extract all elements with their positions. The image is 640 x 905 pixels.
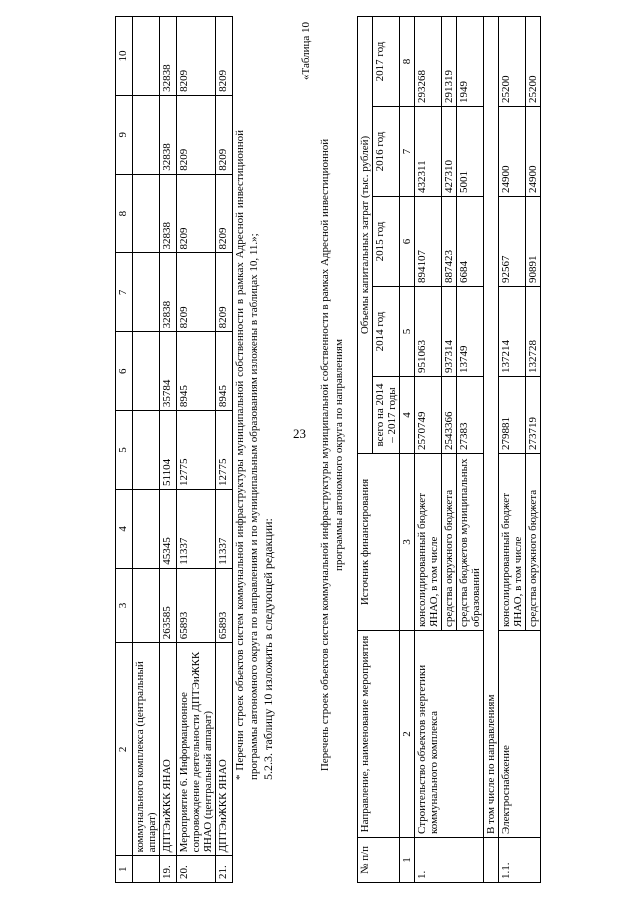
main-table (357, 16, 541, 883)
header-cell: 1 (116, 856, 133, 883)
cell: 27383 (457, 377, 484, 454)
cell: 92567 (499, 197, 526, 287)
cell: 24900 (499, 107, 526, 197)
cell: 8209 (216, 95, 233, 174)
cell: 427310 (442, 107, 457, 197)
cell: 937314 (442, 287, 457, 377)
cell (133, 332, 160, 411)
header-direction: Направление, наименование мероприятия (358, 631, 400, 838)
cell: 8209 (216, 17, 233, 96)
cell: 8209 (216, 253, 233, 332)
header-num: № п/п (358, 838, 400, 883)
cell: 65893 (216, 568, 233, 643)
source-cell: средства окружного бюджета (526, 454, 541, 631)
cell: 2543366 (442, 377, 457, 454)
cell: 12775 (177, 411, 216, 490)
cell: 35784 (160, 332, 177, 411)
col-number: 3 (400, 454, 415, 631)
footnote: * Перечни строек объектов систем коммунальной инфраструктуры муниципальной собственности в рамках Адресной инвестиционной программы автономного округа по направлениям и по муниципальным образованиям изложены в таблицах 10, 11.»; (234, 130, 260, 780)
row-name: коммунального комплекса (центральный аппарат) (133, 643, 160, 856)
cell: 12775 (216, 411, 233, 490)
col-number: 6 (400, 197, 415, 287)
cell: 32838 (160, 95, 177, 174)
cell: 8945 (216, 332, 233, 411)
col-number: 1 (400, 838, 415, 883)
table-caption: Перечень строек объектов систем коммунальной инфраструктуры муниципальной собственности в рамках Адресной инвестиционной программы автономного округа по направлениям (319, 138, 345, 772)
cell: 32838 (160, 17, 177, 96)
header-year: 2015 год (373, 197, 400, 287)
header-year: 2017 год (373, 17, 400, 107)
cell (133, 411, 160, 490)
cell: 279881 (499, 377, 526, 454)
cell (133, 568, 160, 643)
cell: 894107 (415, 197, 442, 287)
cell: 263585 (160, 568, 177, 643)
cell: 25200 (499, 17, 526, 107)
cell: 8945 (177, 332, 216, 411)
cell: 51104 (160, 411, 177, 490)
source-cell: средства окружного бюджета (442, 454, 457, 631)
table-row (160, 17, 177, 883)
cell: 90891 (526, 197, 541, 287)
source-cell: консолидированный бюджет ЯНАО, в том числе (415, 454, 442, 631)
cell: 65893 (177, 568, 216, 643)
header-volumes: Объемы капитальных затрат (тыс. рублей) (358, 17, 373, 454)
column-number-row (400, 17, 415, 883)
cell: 291319 (442, 17, 457, 107)
table-row (133, 17, 160, 883)
cell (133, 253, 160, 332)
section-label: В том числе по направлениям (484, 17, 499, 838)
col-number: 5 (400, 287, 415, 377)
cell: 11337 (216, 489, 233, 568)
cell: 8209 (177, 174, 216, 253)
table-row (177, 17, 216, 883)
header-row (358, 17, 373, 883)
cell: 8209 (177, 95, 216, 174)
col-number: 8 (400, 17, 415, 107)
row-name: Электроснабжение (499, 631, 541, 838)
amendment-text: 5.2.3. таблицу 10 изложить в следующей редакции: (261, 518, 275, 780)
cell: 24900 (526, 107, 541, 197)
prev-table-header (116, 17, 133, 883)
col-number: 7 (400, 107, 415, 197)
row-number: 20. (177, 856, 216, 883)
header-cell: 3 (116, 568, 133, 643)
cell: 293268 (415, 17, 442, 107)
table-row (216, 17, 233, 883)
header-cell: 6 (116, 332, 133, 411)
cell: 11337 (177, 489, 216, 568)
cell (133, 17, 160, 96)
cell: 2570749 (415, 377, 442, 454)
page-number: 23 (293, 426, 306, 441)
col-number: 2 (400, 631, 415, 838)
cell: 132728 (526, 287, 541, 377)
cell: 1949 (457, 17, 484, 107)
cell: 45345 (160, 489, 177, 568)
empty-cell (484, 838, 499, 883)
cell: 32838 (160, 253, 177, 332)
row-name: Мероприятие 6. Информационное сопровождение деятельности ДПТЭиЖКК ЯНАО (центральный аппарат) (177, 643, 216, 856)
row-name: ДПТЭиЖКК ЯНАО (216, 643, 233, 856)
cell: 32838 (160, 174, 177, 253)
cell (133, 174, 160, 253)
cell: 951063 (415, 287, 442, 377)
row-name: ДПТЭиЖКК ЯНАО (160, 643, 177, 856)
header-source: Источник финансирования (358, 454, 400, 631)
cell (133, 95, 160, 174)
cell: 25200 (526, 17, 541, 107)
header-cell: 2 (116, 643, 133, 856)
header-cell: 7 (116, 253, 133, 332)
header-year: 2016 год (373, 107, 400, 197)
cell: 137214 (499, 287, 526, 377)
row-number: 1. (415, 838, 484, 883)
header-cell: 10 (116, 17, 133, 96)
source-cell: средства бюджетов муниципальных образований (457, 454, 484, 631)
section-row (484, 17, 499, 883)
row-number: 19. (160, 856, 177, 883)
header-year: 2014 год (373, 287, 400, 377)
row-number: 21. (216, 856, 233, 883)
previous-table (115, 16, 233, 883)
row-number: 1.1. (499, 838, 541, 883)
header-cell: 9 (116, 95, 133, 174)
table-row (499, 17, 526, 883)
cell: 273719 (526, 377, 541, 454)
col-number: 4 (400, 377, 415, 454)
header-total: всего на 2014 – 2017 годы (373, 377, 400, 454)
table-label: «Таблица 10 (300, 21, 312, 80)
cell: 8209 (177, 253, 216, 332)
cell: 887423 (442, 197, 457, 287)
table-row (415, 17, 442, 883)
source-cell: консолидированный бюджет ЯНАО, в том числе (499, 454, 526, 631)
header-cell: 5 (116, 411, 133, 490)
row-number (133, 856, 160, 883)
cell: 8209 (177, 17, 216, 96)
cell: 5001 (457, 107, 484, 197)
header-cell: 8 (116, 174, 133, 253)
header-cell: 4 (116, 489, 133, 568)
row-name: Строительство объектов энергетики коммунального комплекса (415, 631, 484, 838)
cell: 8209 (216, 174, 233, 253)
cell (133, 489, 160, 568)
cell: 432311 (415, 107, 442, 197)
cell: 6684 (457, 197, 484, 287)
cell: 13749 (457, 287, 484, 377)
